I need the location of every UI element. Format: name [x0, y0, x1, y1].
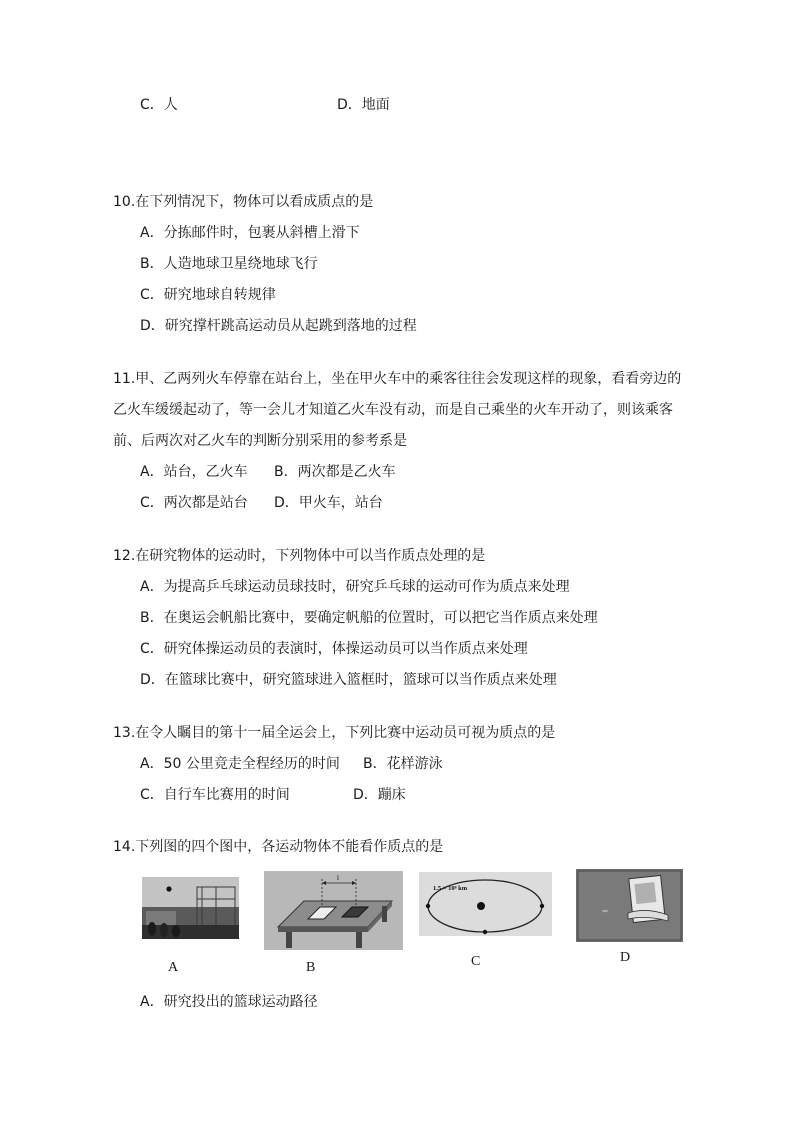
figure-label-a: A [168, 960, 179, 975]
option-b: B．人造地球卫星绕地球飞行 [140, 256, 318, 272]
option-b: B．在奥运会帆船比赛中，要确定帆船的位置时，可以把它当作质点来处理 [140, 610, 598, 626]
option-a: A．为提高乒乓球运动员球技时，研究乒乓球的运动可作为质点来处理 [140, 579, 570, 595]
option-a: A．研究投出的篮球运动路径 [140, 994, 318, 1010]
question-stem-line-3: 前、后两次对乙火车的判断分别采用的参考系是 [113, 433, 407, 449]
option-a: A．站台，乙火车 [140, 464, 248, 480]
question-stem: 10.在下列情况下，物体可以看成质点的是 [113, 194, 374, 210]
question-stem: 13.在令人瞩目的第十一届全运会上，下列比赛中运动员可视为质点的是 [113, 725, 556, 741]
option-d: D．在篮球比赛中，研究篮球进入篮框时，篮球可以当作质点来处理 [140, 672, 557, 688]
figure-c-orbit-diagram [419, 872, 552, 936]
svg-text:l: l [337, 874, 339, 882]
orbit-distance-label: 1.5 × 10⁸ km [433, 885, 468, 892]
figure-b-table-diagram [264, 871, 403, 950]
question-stem-line-2: 乙火车缓缓起动了，等一会儿才知道乙火车没有动，而是自己乘坐的火车开动了，则该乘客 [113, 402, 673, 418]
prev-option-d: D．地面 [337, 97, 390, 113]
option-c: C．研究体操运动员的表演时，体操运动员可以当作质点来处理 [140, 641, 528, 657]
question-stem: 12.在研究物体的运动时，下列物体中可以当作质点处理的是 [113, 548, 486, 564]
option-c: C．研究地球自转规律 [140, 287, 276, 303]
figure-label-c: C [471, 954, 481, 969]
figure-a-basketball-photo [142, 877, 239, 939]
question-stem-line-1: 11.甲、乙两列火车停靠在站台上，坐在甲火车中的乘客往往会发现这样的现象，看看旁边的 [113, 371, 682, 387]
option-c: C．自行车比赛用的时间 [140, 787, 290, 803]
option-b: B．花样游泳 [363, 756, 443, 772]
option-d: D．甲火车，站台 [274, 495, 383, 511]
prev-option-c: C．人 [140, 97, 178, 113]
figure-label-d: D [620, 950, 631, 965]
option-a: A．50 公里竞走全程经历的时间 [140, 756, 340, 772]
option-d: D．蹦床 [353, 787, 406, 803]
figure-label-b: B [306, 960, 316, 975]
question-stem: 14.下列图的四个图中，各运动物体不能看作质点的是 [113, 839, 444, 855]
option-a: A．分拣邮件时，包裹从斜槽上滑下 [140, 225, 360, 241]
option-b: B．两次都是乙火车 [274, 464, 396, 480]
figure-d-card-photo [576, 869, 683, 942]
option-c: C．两次都是站台 [140, 495, 248, 511]
option-d: D．研究撑杆跳高运动员从起跳到落地的过程 [140, 318, 417, 334]
